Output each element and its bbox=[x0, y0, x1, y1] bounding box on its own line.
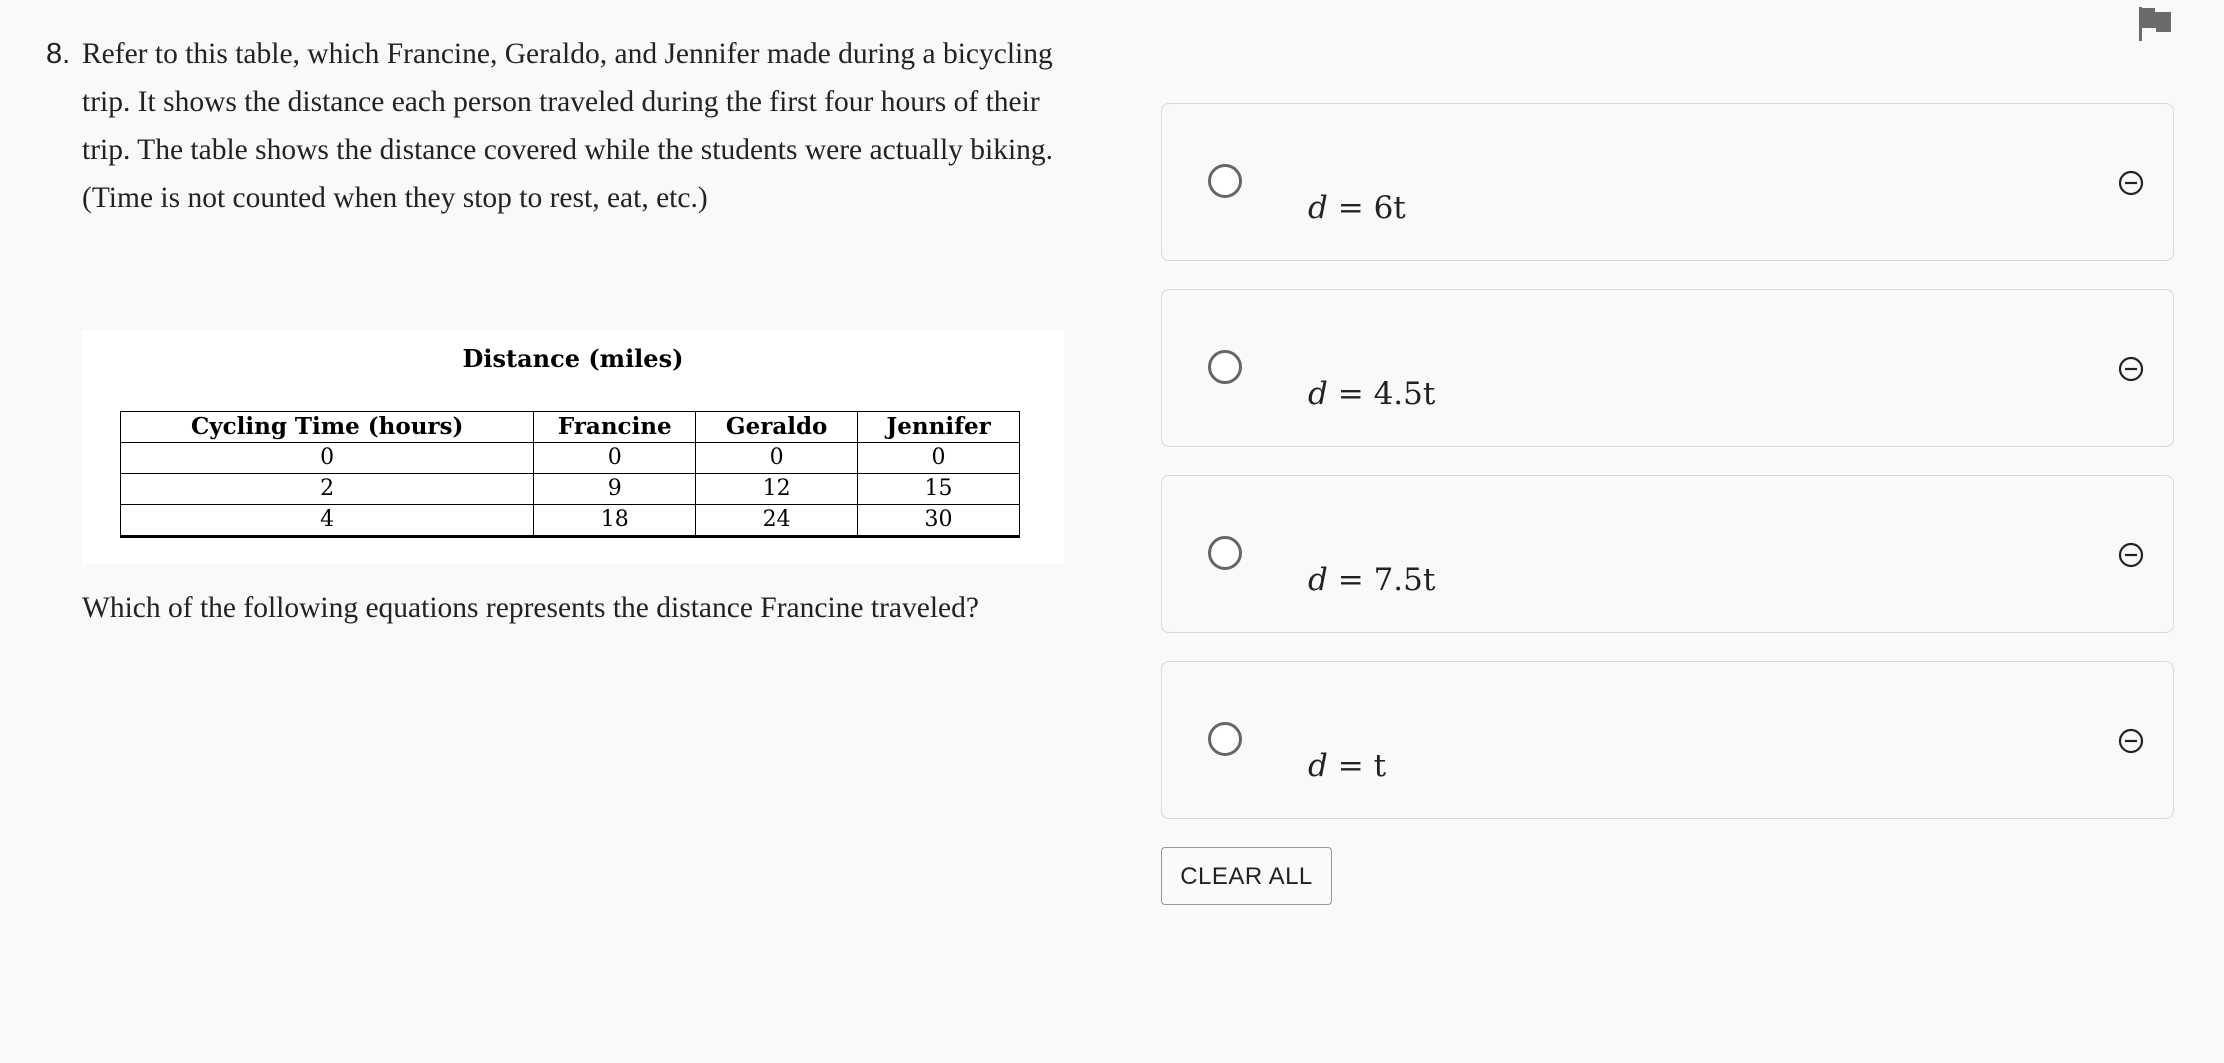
table-cell: 0 bbox=[534, 443, 696, 474]
table-row bbox=[121, 505, 1020, 537]
flag-icon[interactable] bbox=[2138, 6, 2172, 42]
table-cell: 0 bbox=[121, 443, 534, 474]
header-francine: Francine bbox=[534, 412, 696, 443]
choice-expression: t bbox=[1373, 748, 1387, 784]
table-cell: 12 bbox=[696, 474, 858, 505]
eliminate-icon[interactable] bbox=[2118, 728, 2144, 754]
table-cell: 9 bbox=[534, 474, 696, 505]
radio-icon[interactable] bbox=[1208, 722, 1242, 756]
choice-label bbox=[1308, 746, 1386, 786]
answer-choice-d[interactable] bbox=[1161, 661, 2174, 819]
choice-expression: 4.5t bbox=[1373, 376, 1436, 412]
choice-equals: = bbox=[1337, 748, 1364, 784]
choice-variable: d bbox=[1308, 562, 1328, 598]
table-cell: 15 bbox=[858, 474, 1020, 505]
table-caption: Distance (miles) bbox=[462, 344, 684, 373]
table-row bbox=[121, 474, 1020, 505]
distance-table-figure bbox=[82, 330, 1064, 564]
eliminate-icon[interactable] bbox=[2118, 356, 2144, 382]
table-cell: 0 bbox=[858, 443, 1020, 474]
header-jennifer: Jennifer bbox=[858, 412, 1020, 443]
choice-equals: = bbox=[1337, 376, 1364, 412]
clear-all-button[interactable]: CLEAR ALL bbox=[1161, 847, 1332, 905]
eliminate-icon[interactable] bbox=[2118, 542, 2144, 568]
answer-choice-a[interactable] bbox=[1161, 103, 2174, 261]
table-header-row bbox=[121, 412, 1020, 443]
choice-variable: d bbox=[1308, 190, 1328, 226]
question-text: Refer to this table, which Francine, Geraldo, and Jennifer made during a bicycling trip. It shows the distance each person traveled during the first four hours of their trip. The table shows the distance covered while the students were actually biking. (Time is not counted when they stop to rest, eat, etc.) bbox=[82, 38, 1054, 214]
answer-choice-b[interactable] bbox=[1161, 289, 2174, 447]
radio-icon[interactable] bbox=[1208, 536, 1242, 570]
choice-label bbox=[1308, 188, 1406, 228]
answer-choice-c[interactable] bbox=[1161, 475, 2174, 633]
choice-equals: = bbox=[1337, 190, 1364, 226]
choice-label bbox=[1308, 374, 1435, 414]
question-number: 8. bbox=[46, 38, 71, 70]
radio-icon[interactable] bbox=[1208, 350, 1242, 384]
question-prompt: Which of the following equations represents the distance Francine traveled? bbox=[82, 592, 979, 624]
table-cell: 24 bbox=[696, 505, 858, 537]
radio-icon[interactable] bbox=[1208, 164, 1242, 198]
header-geraldo: Geraldo bbox=[696, 412, 858, 443]
choice-label bbox=[1308, 560, 1435, 600]
table-cell: 0 bbox=[696, 443, 858, 474]
choice-equals: = bbox=[1337, 562, 1364, 598]
choice-variable: d bbox=[1308, 748, 1328, 784]
table-cell: 30 bbox=[858, 505, 1020, 537]
table-cell: 4 bbox=[121, 505, 534, 537]
header-cycling-time: Cycling Time (hours) bbox=[121, 412, 534, 443]
eliminate-icon[interactable] bbox=[2118, 170, 2144, 196]
distance-table bbox=[120, 411, 1020, 538]
table-row bbox=[121, 443, 1020, 474]
choice-expression: 6t bbox=[1373, 190, 1406, 226]
choice-variable: d bbox=[1308, 376, 1328, 412]
table-cell: 2 bbox=[121, 474, 534, 505]
choice-expression: 7.5t bbox=[1373, 562, 1436, 598]
table-cell: 18 bbox=[534, 505, 696, 537]
